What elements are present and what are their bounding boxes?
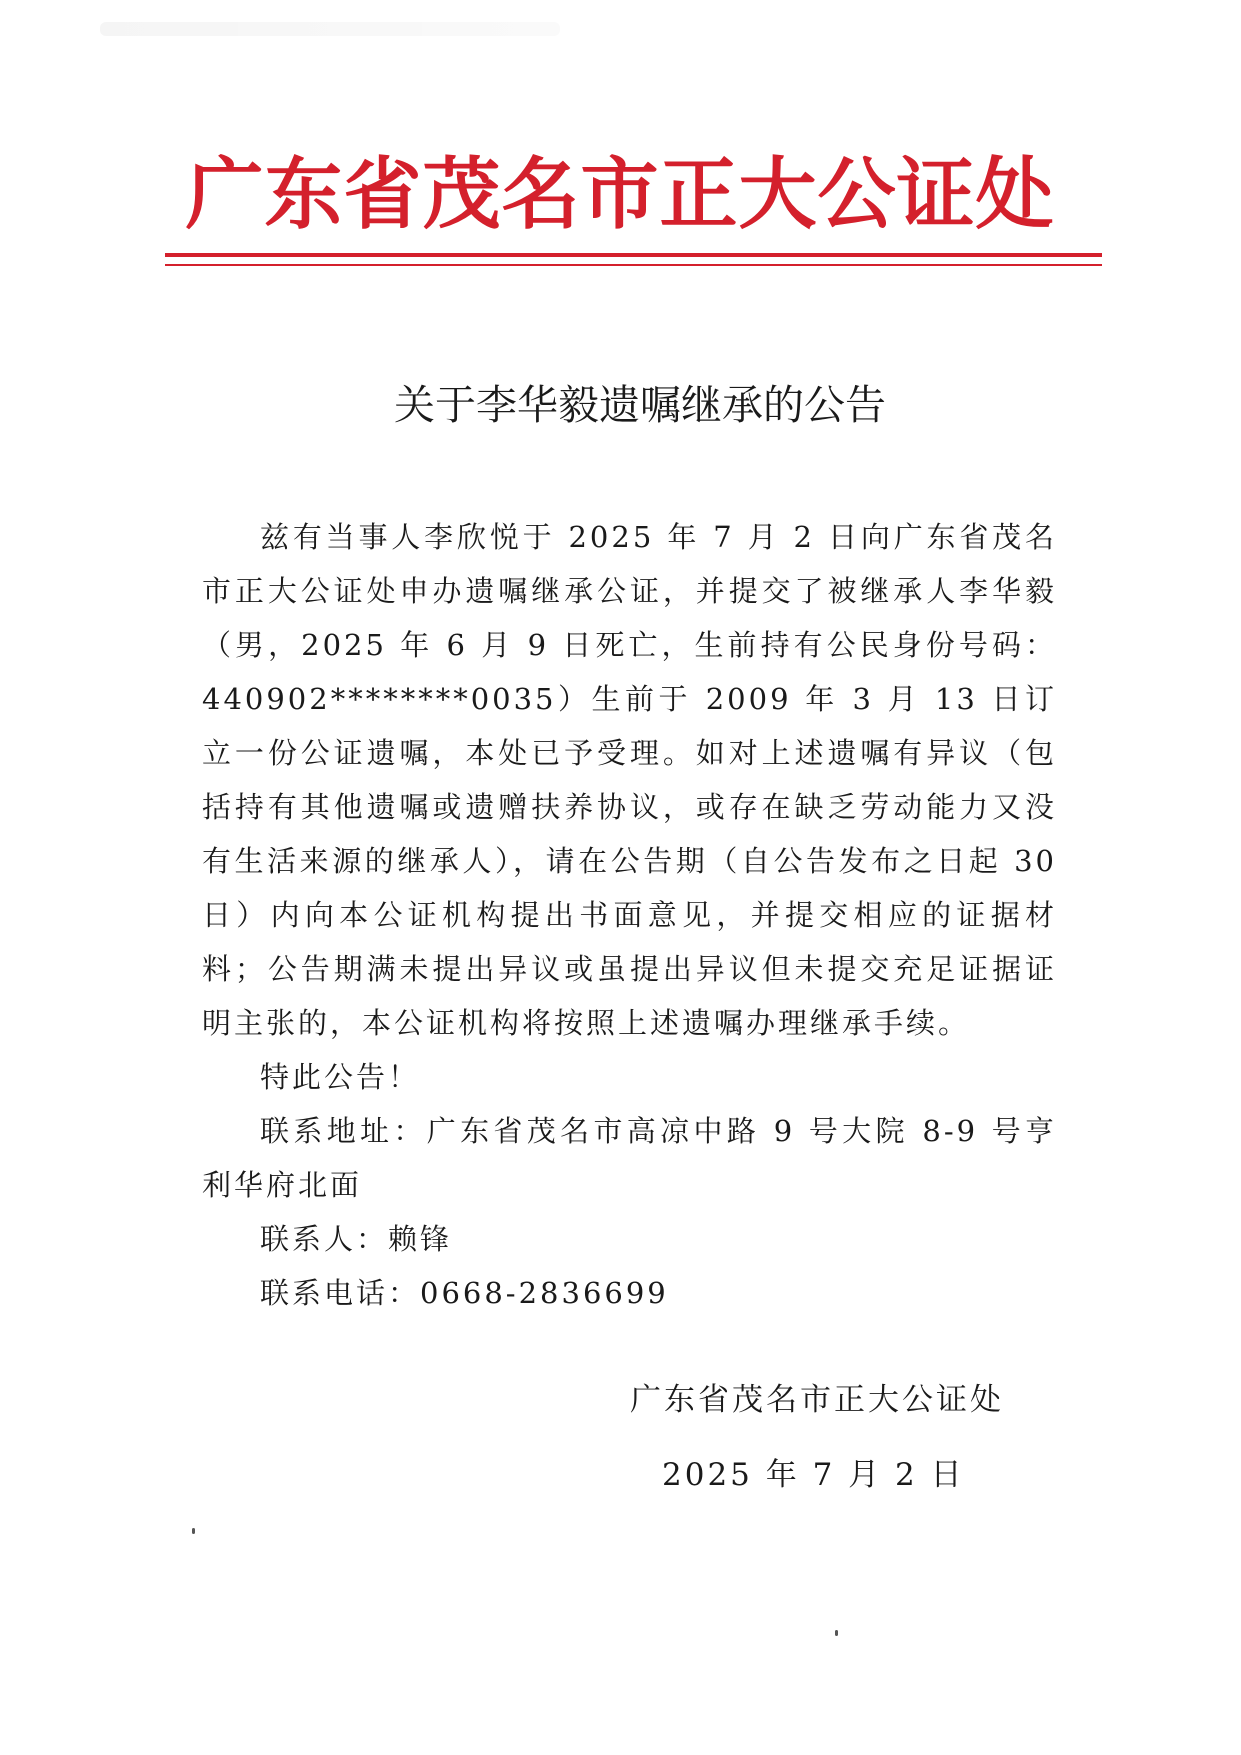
notice-body	[202, 510, 1057, 1320]
scan-speck	[835, 1630, 838, 1636]
scan-speck	[192, 1528, 195, 1534]
contact-person: 联系人：赖锋	[260, 1222, 453, 1256]
letterhead-rule-thin	[165, 264, 1102, 266]
contact-address: 联系地址：广东省茂名市高凉中路 9 号大院 8-9 号亨利华府北面	[202, 1114, 1057, 1202]
notice-closing: 特此公告！	[260, 1060, 421, 1094]
scan-artifact	[100, 22, 560, 36]
contact-phone: 联系电话：0668-2836699	[260, 1276, 669, 1310]
notice-title: 关于李华毅遗嘱继承的公告	[394, 381, 886, 429]
notice-paragraph-main: 兹有当事人李欣悦于 2025 年 7 月 2 日向广东省茂名市正大公证处申办遗嘱继承公证，并提交了被继承人李华毅（男，2025 年 6 月 9 日死亡，生前持有公民身份号码：440902********0035）生前于 2009 年 3 月 13 日订立一份公证遗嘱，本处已予受理。如对上述遗嘱有异议（包括持有其他遗嘱或遗赠扶养协议，或存在缺乏劳动能力又没有生活来源的继承人），请在公告期（自公告发布之日起 30 日）内向本公证机构提出书面意见，并提交相应的证据材料；公告期满未提出异议或虽提出异议但未提交充足证据证明主张的，本公证机构将按照上述遗嘱办理继承手续。	[202, 520, 1057, 1040]
letterhead-title: 广东省茂名市正大公证处	[185, 150, 1055, 240]
signature-date: 2025 年 7 月 2 日	[662, 1457, 965, 1493]
letterhead-rule-thick	[165, 253, 1102, 257]
signature-org: 广东省茂名市正大公证处	[630, 1382, 1004, 1418]
